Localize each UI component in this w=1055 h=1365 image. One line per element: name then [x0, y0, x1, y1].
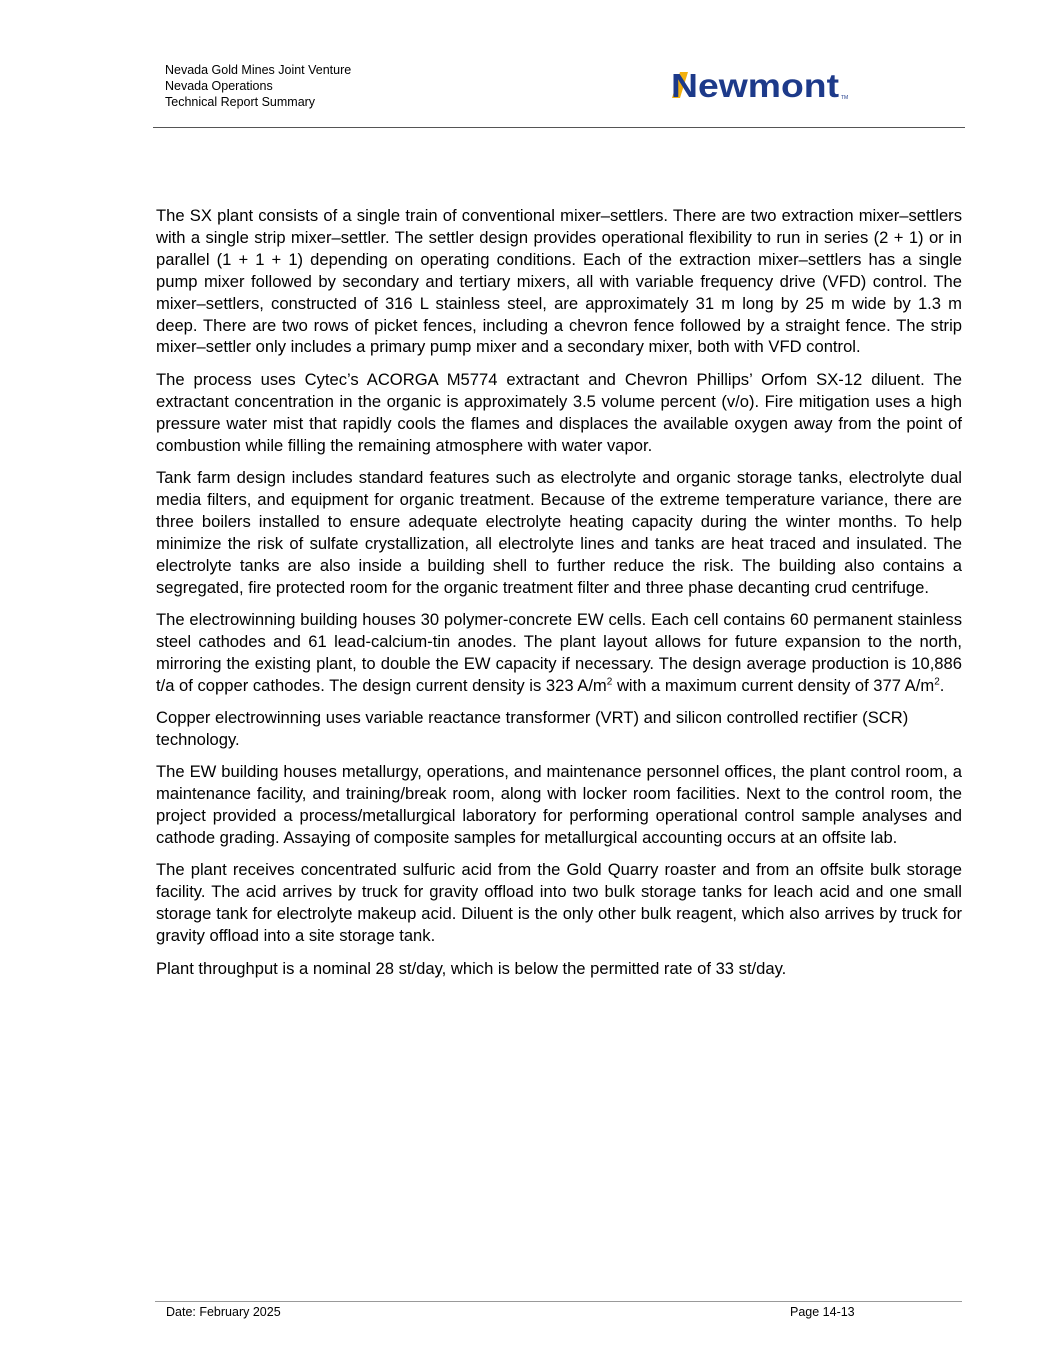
- paragraph-acid-supply: The plant receives concentrated sulfuric acid from the Gold Quarry roaster and from an offsite bulk storage facility. The acid arrives by truck for gravity offload into two bulk storage tanks for leach acid and one small storage tank for electrolyte makeup acid. Diluent is the only other bulk reagent, which also arrives by truck for gravity offload into a site storage tank.: [156, 860, 962, 946]
- ew-text-part-1: The electrowinning building houses 30 polymer-concrete EW cells. Each cell contains 60 permanent stainless steel cathodes and 61 lead-calcium-tin anodes. The plant layout allows for future expansion to the north, mirroring the existing plant, to double the EW capacity if necessary. The design average production is 10,886 t/a of copper cathodes. The design current density is 323 A/m: [156, 609, 962, 695]
- paragraph-copper-ew-technology: Copper electrowinning uses variable reactance transformer (VRT) and silicon controlled rectifier (SCR) technology.: [156, 708, 909, 749]
- header-operations: Nevada Operations: [165, 79, 273, 93]
- header-report-title: Technical Report Summary: [165, 95, 316, 109]
- report-header: [165, 62, 351, 110]
- ew-superscript-1: 2: [606, 676, 613, 688]
- header-company: Nevada Gold Mines Joint Venture: [165, 63, 352, 77]
- newmont-logo-text: Newmont: [671, 67, 840, 104]
- footer-date: Date: February 2025: [166, 1305, 281, 1319]
- paragraph-electrowinning: [156, 609, 962, 697]
- newmont-logo: [670, 66, 860, 106]
- report-body: [156, 205, 962, 990]
- ew-superscript-2: 2: [934, 676, 940, 688]
- ew-text-part-3: .: [939, 675, 945, 695]
- newmont-logo-tm: TM: [841, 95, 849, 101]
- paragraph-tank-farm: Tank farm design includes standard features such as electrolyte and organic storage tanks, electrolyte dual media filters, and equipment for organic treatment. Because of the extreme temperature variance, there are three boilers installed to ensure adequate electrolyte heating capacity during the winter months. To help minimize the risk of sulfate crystallization, all electrolyte lines and tanks are heat traced and insulated. The electrolyte tanks are also inside a building shell to further reduce the risk. The building also contains a segregated, fire protected room for the organic treatment filter and three phase decanting crud centrifuge.: [156, 467, 962, 597]
- footer-page-number: Page 14-13: [790, 1305, 855, 1319]
- paragraph-sx-plant: The SX plant consists of a single train of conventional mixer–settlers. There are two extraction mixer–settlers with a single strip mixer–settler. The settler design provides operational flexibility to run in series (2 + 1) or in parallel (1 + 1 + 1) depending on operating conditions. Each of the extraction mixer–settlers has a single pump mixer followed by secondary and tertiary mixers, all with variable frequency drive (VFD) control. The mixer–settlers, constructed of 316 L stainless steel, are approximately 31 m long by 25 m wide by 1.3 m deep. There are two rows of picket fences, including a chevron fence followed by a straight fence. The strip mixer–settler only includes a primary pump mixer and a secondary mixer, both with VFD control.: [156, 206, 962, 357]
- ew-text-part-2: with a maximum current density of 377 A/m: [612, 675, 935, 695]
- paragraph-throughput: Plant throughput is a nominal 28 st/day, which is below the permitted rate of 33 st/day.: [156, 958, 787, 978]
- paragraph-process-reagents: The process uses Cytec’s ACORGA M5774 extractant and Chevron Phillips’ Orfom SX-12 diluent. The extractant concentration in the organic is approximately 3.5 volume percent (v/o). Fire mitigation uses a high pressure water mist that rapidly cools the flames and displaces the available oxygen away from the point of combustion while filling the remaining atmosphere with water vapor.: [156, 369, 962, 455]
- footer-divider: [155, 1301, 962, 1302]
- paragraph-ew-building: The EW building houses metallurgy, operations, and maintenance personnel offices, the plant control room, a maintenance facility, and training/break room, along with locker room facilities. Next to the control room, the project provided a process/metallurgical laboratory for performing operational control sample analyses and cathode grading. Assaying of composite samples for metallurgical accounting occurs at an offsite lab.: [156, 762, 962, 848]
- header-divider: [153, 127, 965, 128]
